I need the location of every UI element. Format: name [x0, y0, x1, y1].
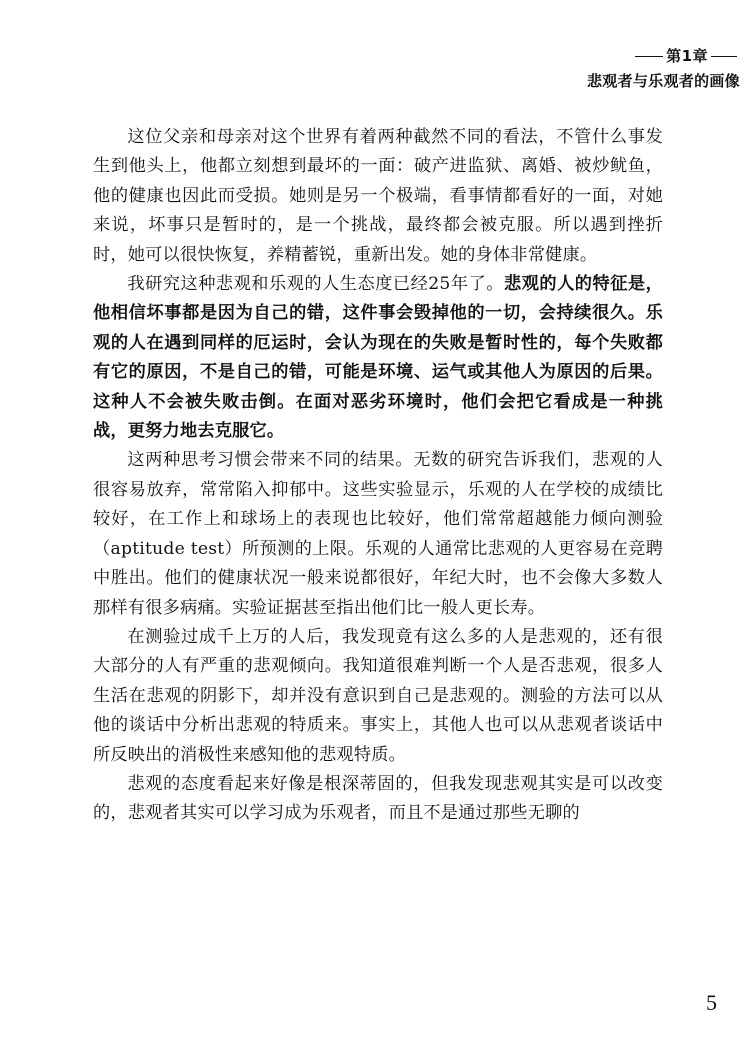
paragraph-2-lead: 我研究这种悲观和乐观的人生态度已经25年了。	[127, 274, 504, 295]
paragraph-4-text: 在测验过成千上万的人后，我发现竟有这么多的人是悲观的，还有很大部分的人有严重的悲观倾向。我知道很难判断一个人是否悲观，很多人生活在悲观的阴影下，却并没有意识到自己是悲观的。测验的方法可以从他的谈话中分析出悲观的特质来。事实上，其他人也可以从悲观者谈话中所反映出的消极性来感知他的悲观特质。	[93, 626, 663, 765]
body-text	[93, 123, 663, 829]
paragraph-1-text: 这位父亲和母亲对这个世界有着两种截然不同的看法，不管什么事发生到他头上，他都立刻想到最坏的一面：破产进监狱、离婚、被炒鱿鱼，他的健康也因此而受损。她则是另一个极端，看事情都看好的一面，对她来说，坏事只是暂时的，是一个挑战，最终都会被克服。所以遇到挫折时，她可以很快恢复，养精蓄锐，重新出发。她的身体非常健康。	[93, 127, 663, 265]
paragraph-3	[93, 446, 663, 622]
chapter-label: 第1章	[666, 47, 708, 65]
paragraph-2	[93, 270, 663, 446]
page-number: 5	[706, 990, 717, 1015]
paragraph-2-emphasis: 悲观的人的特征是，他相信坏事都是因为自己的错，这件事会毁掉他的一切，会持续很久。乐观的人在遇到同样的厄运时，会认为现在的失败是暂时性的，每个失败都有它的原因，不是自己的错，可能是环境、运气或其他人为原因的后果。这种人不会被失败击倒。在面对恶劣环境时，他们会把它看成是一种挑战，更努力地去克服它。	[93, 274, 663, 442]
header-rule-right	[711, 56, 737, 57]
paragraph-4	[93, 623, 663, 770]
paragraph-1	[93, 123, 663, 270]
header-rule-left	[635, 56, 663, 57]
chapter-title: 悲观者与乐观者的画像	[586, 72, 740, 90]
paragraph-5	[93, 770, 663, 829]
running-header	[587, 46, 740, 91]
paragraph-5-text: 悲观的态度看起来好像是根深蒂固的，但我发现悲观其实是可以改变的，悲观者其实可以学习成为乐观者，而且不是通过那些无聊的	[93, 773, 663, 824]
chapter-label-line	[587, 46, 740, 66]
paragraph-3-text: 这两种思考习惯会带来不同的结果。无数的研究告诉我们，悲观的人很容易放弃，常常陷入抑郁中。这些实验显示，乐观的人在学校的成绩比较好，在工作上和球场上的表现也比较好，他们常常超越能力倾向测验（aptitude test）所预测的上限。乐观的人通常比悲观的人更容易在竞聘中胜出。他们的健康状况一般来说都很好，年纪大时，也不会像大多数人那样有很多病痛。实验证据甚至指出他们比一般人更长寿。	[93, 450, 663, 618]
